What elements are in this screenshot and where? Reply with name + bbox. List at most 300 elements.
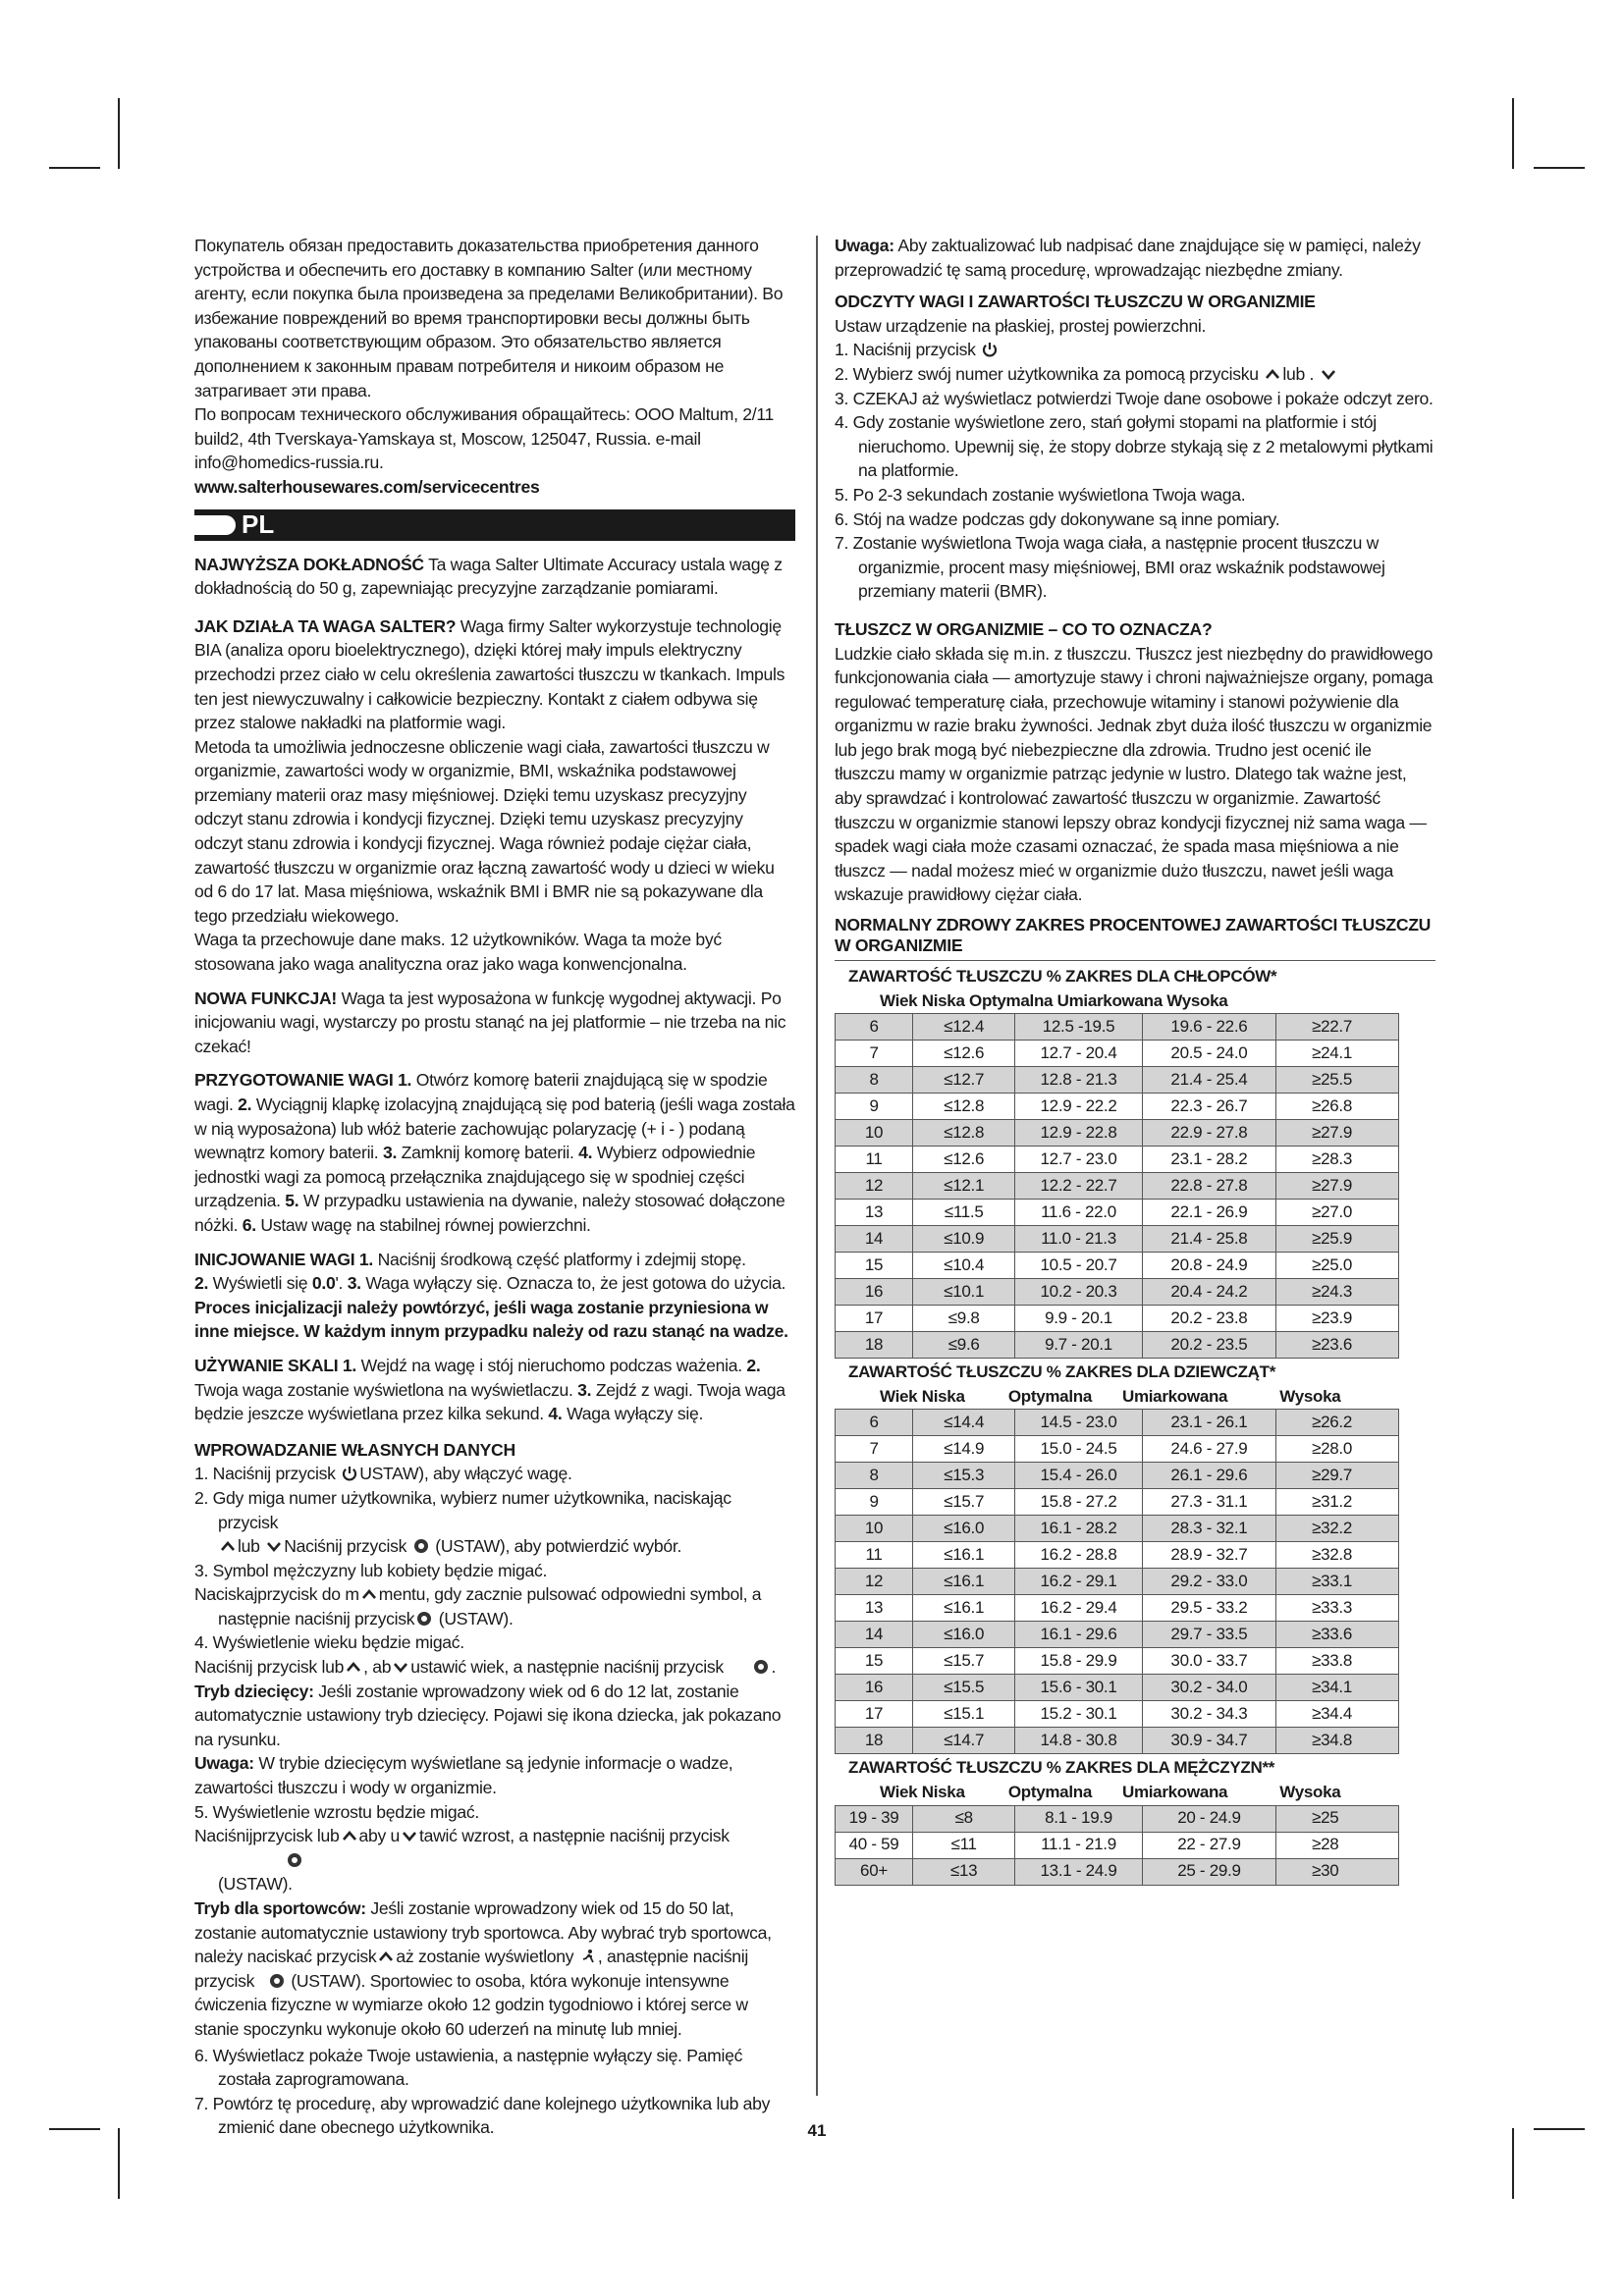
table-cell: 13 (836, 1200, 913, 1226)
table-cell: 22.9 - 27.8 (1142, 1120, 1275, 1147)
reading-step-1 (835, 338, 1435, 362)
step-number: 2. (741, 1355, 761, 1375)
table-cell: 8 (836, 1463, 913, 1489)
table-cell: 24.6 - 27.9 (1142, 1436, 1275, 1463)
step-text: Zamknij komorę baterii. (397, 1143, 574, 1163)
table-cell: 29.5 - 33.2 (1142, 1595, 1275, 1622)
step-text: 2. Wybierz swój numer użytkownika za pomocą przycisku (835, 363, 1259, 384)
table-cell: 12.7 - 23.0 (1015, 1147, 1142, 1173)
table-cell: 12 (836, 1569, 913, 1595)
crop-mark (1512, 98, 1514, 169)
prep-title: PRZYGOTOWANIE WAGI (194, 1070, 394, 1091)
table-cell: 14.5 - 23.0 (1015, 1410, 1142, 1436)
table-cell: ≥23.9 (1276, 1306, 1399, 1332)
table-cell: 20.2 - 23.8 (1142, 1306, 1275, 1332)
table-cell: 13 (836, 1595, 913, 1622)
table-cell: ≤9.8 (913, 1306, 1015, 1332)
table-cell: 8 (836, 1067, 913, 1094)
note-text: Aby zaktualizować lub nadpisać dane znajdujące się w pamięci, należy przeprowadzić tę samą procedurę, wprowadzając niezbędne zmiany. (835, 236, 1421, 280)
step-text: (USTAW), aby potwierdzić wybór. (435, 1536, 682, 1557)
table-row (836, 1253, 1399, 1279)
init-section (194, 1248, 795, 1344)
up-arrow-icon (1265, 366, 1280, 382)
table-cell: ≥25.0 (1276, 1253, 1399, 1279)
step-text: Naciśnij środkową część platformy i zdejmij stopę. (373, 1249, 746, 1269)
table-cell: 30.0 - 33.7 (1142, 1648, 1275, 1675)
table-cell: ≥34.1 (1276, 1675, 1399, 1701)
table-cell: ≤14.4 (913, 1410, 1015, 1436)
athlete-icon (580, 1949, 596, 1964)
table-cell: ≥33.3 (1276, 1595, 1399, 1622)
step-text: W przypadku ustawienia na dywanie, należy stosować dołączone nóżki. (194, 1191, 785, 1235)
table-cell: 18 (836, 1728, 913, 1754)
reading-step-6: 6. Stój na wadze podczas gdy dokonywane są inne pomiary. (835, 508, 1280, 529)
table-cell: ≥33.8 (1276, 1648, 1399, 1675)
power-icon (982, 342, 998, 357)
step-text: lub (238, 1536, 260, 1557)
data-step-5 (194, 1800, 795, 1825)
table-cell: ≥34.8 (1276, 1728, 1399, 1754)
table-cell: 8.1 - 19.9 (1015, 1805, 1142, 1832)
table-cell: 15.2 - 30.1 (1015, 1701, 1142, 1728)
table-cell: 14 (836, 1226, 913, 1253)
readings-steps (835, 338, 1435, 604)
table-row (836, 1728, 1399, 1754)
up-arrow-icon (346, 1659, 361, 1675)
boys-table-title: ZAWARTOŚĆ TŁUSZCZU % ZAKRES DLA CHŁOPCÓW* (848, 967, 1277, 987)
girls-table-title: ZAWARTOŚĆ TŁUSZCZU % ZAKRES DLA DZIEWCZĄT* (848, 1362, 1276, 1382)
table-cell: ≥27.9 (1276, 1173, 1399, 1200)
table-cell: 6 (836, 1014, 913, 1041)
table-row (836, 1675, 1399, 1701)
new-feature-text: Waga ta jest wyposażona w funkcję wygodnej aktywacji. Po inicjowaniu wagi, wystarczy po prostu stanąć na jej platformie – nie trzeba na nic czekać! (194, 988, 786, 1056)
table-row (836, 1595, 1399, 1622)
reading-step-2: 2. Wybierz swój numer użytkownika za pomocą przycisku lub . (835, 362, 1435, 387)
table-cell: 22.3 - 26.7 (1142, 1094, 1275, 1120)
table-cell: ≥23.6 (1276, 1332, 1399, 1359)
language-bar (194, 509, 795, 541)
how-text: Waga firmy Salter wykorzystuje technologię BIA (analiza oporu bioelektrycznego), dzięki której mały impuls elektryczny przechodzi przez ciało w celu określenia zawartości tłuszczu w tkankach. Impuls ten jest niewyczuwalny i całkowicie bezpieczny. Kontakt z ciałem odbywa się przez stalowe nakładki na platformie wagi. (194, 615, 785, 733)
up-arrow-icon (378, 1949, 394, 1964)
store-text: Waga ta przechowuje dane maks. 12 użytkowników. Waga ta może być stosowana jako waga analityczna oraz jako waga konwencjonalna. (194, 930, 722, 975)
up-arrow-icon (342, 1828, 357, 1843)
data-step-5b (194, 1824, 795, 1896)
step-text: Naciśnij przycisk (284, 1536, 407, 1557)
table-cell: ≤12.4 (913, 1014, 1015, 1041)
table-cell: 17 (836, 1701, 913, 1728)
table-cell: 16.2 - 29.1 (1015, 1569, 1142, 1595)
step-text: Wyciągnij klapkę izolacyjną znajdującą się pod baterią (jeśli waga została w nią wyposażona) lub włóż baterie zachowując polaryzację (+ i - ) podaną wewnątrz komory baterii. (194, 1095, 795, 1163)
crop-mark (1534, 167, 1585, 169)
up-arrow-icon (220, 1538, 236, 1554)
table-cell: 11.6 - 22.0 (1015, 1200, 1142, 1226)
table-cell: 9.7 - 20.1 (1015, 1332, 1142, 1359)
down-arrow-icon (402, 1828, 417, 1843)
table-row (836, 1147, 1399, 1173)
table-cell: ≤10.4 (913, 1253, 1015, 1279)
step-number: 1. (393, 1070, 412, 1091)
step-text: '. (335, 1273, 344, 1294)
table-cell: 60+ (836, 1858, 913, 1885)
prep-section (194, 1068, 795, 1237)
sport-text: następnie naciśnij przycisk (194, 1947, 749, 1991)
table-cell: ≥26.8 (1276, 1094, 1399, 1120)
update-note (835, 234, 1435, 282)
step-text: 1. Naciśnij przycisk (194, 1464, 336, 1484)
table-cell: ≥33.6 (1276, 1622, 1399, 1648)
data-step-3 (194, 1559, 795, 1583)
step-text: ustawić wiek, a następnie naciśnij przycisk (410, 1657, 724, 1678)
men-table-title: ZAWARTOŚĆ TŁUSZCZU % ZAKRES DLA MĘŻCZYZN** (848, 1758, 1275, 1778)
table-cell: 30.2 - 34.0 (1142, 1675, 1275, 1701)
boys-table (835, 1013, 1399, 1359)
table-row (836, 1569, 1399, 1595)
accuracy-section (194, 553, 795, 601)
table-cell: ≤12.6 (913, 1147, 1015, 1173)
table-cell: 16.1 - 28.2 (1015, 1516, 1142, 1542)
table-cell: ≥27.9 (1276, 1120, 1399, 1147)
step-text: Naciskajprzycisk do m (194, 1584, 359, 1605)
display-value: 0.0 (311, 1273, 336, 1294)
data-step-6: 6. Wyświetlacz pokaże Twoje ustawienia, a następnie wyłączy się. Pamięć została zaprogramowana. (194, 2045, 743, 2090)
sport-text: , a (597, 1947, 617, 1967)
init-warning: Proces inicjalizacji należy powtórzyć, jeśli waga zostanie przyniesiona w inne miejsce. W każdym innym przypadku należy od razu stanąć na wadze. (194, 1297, 788, 1342)
sport-text: aż zostanie wyświetlony (396, 1947, 574, 1967)
table-row (836, 1120, 1399, 1147)
table-cell: 15.0 - 24.5 (1015, 1436, 1142, 1463)
table-cell: ≥31.2 (1276, 1489, 1399, 1516)
crop-mark (49, 2128, 100, 2130)
data-step-4b: Naciśnij przycisk lub , ab ustawić wiek, a następnie naciśnij przycisk . (194, 1657, 777, 1678)
table-cell: ≤12.1 (913, 1173, 1015, 1200)
table-row (836, 1805, 1399, 1832)
table-cell: ≤14.7 (913, 1728, 1015, 1754)
readings-title: ODCZYTY WAGI I ZAWARTOŚCI TŁUSZCZU W ORGANIZMIE (835, 292, 1316, 312)
method-text: Metoda ta umożliwia jednoczesne obliczenie wagi ciała, zawartości tłuszczu w organizmie, zawartości wody w organizmie, BMI, wskaźnika podstawowej przemiany materii oraz masy mięśniowej. Dzięki temu uzyskasz precyzyjny odczyt stanu zdrowia i kondycji fizycznej. Dzięki temu uzyskasz precyzyjny odczyt stanu zdrowia i kondycji fizycznej. Waga również podaje ciężar ciała, zawartość tłuszczu w organizmie oraz łączną zawartość wody u dzieci w wieku od 6 do 17 lat. Masa mięśniowa, wskaźnik BMI i BMR nie są pokazywane dla tego przedziału wiekowego. (194, 736, 775, 926)
step-number: 5. (285, 1191, 299, 1211)
reading-step-3: 3. CZEKAJ aż wyświetlacz potwierdzi Twoje dane osobowe i pokaże odczyt zero. (835, 388, 1434, 408)
table-row (836, 1200, 1399, 1226)
step-number: 4. (573, 1143, 593, 1163)
table-cell: 15 (836, 1648, 913, 1675)
table-row (836, 1648, 1399, 1675)
down-arrow-icon (1321, 366, 1336, 382)
table-cell: ≤12.8 (913, 1120, 1015, 1147)
reading-step-4: 4. Gdy zostanie wyświetlone zero, stań gołymi stopami na platformie i stój nieruchomo. Upewnij się, że stopy dobrze stykają się z 2 metalowymi płytkami na platformie. (835, 412, 1434, 481)
table-cell: ≤13 (913, 1858, 1015, 1885)
table-cell: 14.8 - 30.8 (1015, 1728, 1142, 1754)
step-number: 3. (382, 1143, 398, 1163)
down-arrow-icon (393, 1659, 408, 1675)
table-row (836, 1014, 1399, 1041)
table-cell: 14 (836, 1622, 913, 1648)
step-text: 4. Wyświetlenie wieku będzie migać. (194, 1632, 464, 1653)
step-text: (USTAW). (218, 1874, 293, 1895)
data-title: WPROWADZANIE WŁASNYCH DANYCH (194, 1439, 515, 1460)
reading-step-5: 5. Po 2-3 sekundach zostanie wyświetlona Twoja waga. (835, 484, 1246, 505)
step-text: USTAW), aby włączyć wagę. (359, 1464, 572, 1484)
table-cell: ≤9.6 (913, 1332, 1015, 1359)
table-cell: ≥34.4 (1276, 1701, 1399, 1728)
table-cell: 29.2 - 33.0 (1142, 1569, 1275, 1595)
table-row (836, 1701, 1399, 1728)
table-row (836, 1332, 1399, 1359)
step-text: 3. Symbol mężczyzny lub kobiety będzie migać. (194, 1560, 548, 1580)
step-text: Waga wyłączy się. (562, 1404, 704, 1424)
accuracy-text: Ta waga Salter Ultimate Accuracy ustala wagę z dokładnością do 50 g, zapewniając precyzyjne zarządzanie pomiarami. (194, 554, 783, 599)
step-text: 5. Wyświetlenie wzrostu będzie migać. (194, 1801, 479, 1822)
step-text: Naciśnijprzycisk lub (194, 1826, 340, 1846)
table-cell: 16.2 - 29.4 (1015, 1595, 1142, 1622)
init-title: INICJOWANIE WAGI (194, 1249, 355, 1269)
table-row (836, 1279, 1399, 1306)
table-cell: 28.9 - 32.7 (1142, 1542, 1275, 1569)
range-title: NORMALNY ZDROWY ZAKRES PROCENTOWEJ ZAWARTOŚCI TŁUSZCZU W ORGANIZMIE (835, 915, 1432, 956)
girls-table (835, 1409, 1399, 1754)
table-cell: 20.2 - 23.5 (1142, 1332, 1275, 1359)
table-row (836, 1622, 1399, 1648)
service-url[interactable]: www.salterhousewares.com/servicecentres (194, 476, 540, 497)
down-arrow-icon (266, 1538, 282, 1554)
final-steps (194, 2044, 795, 2140)
table-cell: ≤12.7 (913, 1067, 1015, 1094)
table-cell: 10.2 - 20.3 (1015, 1279, 1142, 1306)
table-cell: ≥24.1 (1276, 1041, 1399, 1067)
step-text: Otwórz komorę baterii znajdującą się w spodzie wagi. (194, 1070, 768, 1114)
table-cell: 20 - 24.9 (1142, 1805, 1275, 1832)
table-cell: ≥29.7 (1276, 1463, 1399, 1489)
table-cell: ≤8 (913, 1805, 1015, 1832)
use-section (194, 1354, 795, 1426)
table-cell: 19 - 39 (836, 1805, 913, 1832)
step-text: 1. Naciśnij przycisk (835, 340, 976, 360)
table-cell: 16.1 - 29.6 (1015, 1622, 1142, 1648)
step-number: 3. (343, 1273, 361, 1294)
table-row (836, 1173, 1399, 1200)
table-row (836, 1858, 1399, 1885)
table-cell: ≥22.7 (1276, 1014, 1399, 1041)
new-feature-section (194, 987, 795, 1059)
set-button-icon (416, 1611, 432, 1627)
table-cell: 10 (836, 1516, 913, 1542)
step-text: Ustaw wagę na stabilnej równej powierzchni. (255, 1214, 591, 1235)
fat-title: TŁUSZCZ W ORGANIZMIE – CO TO OZNACZA? (835, 618, 1213, 639)
table-row (836, 1436, 1399, 1463)
step-number: 4. (543, 1404, 563, 1424)
step-text: mentu, gdy zacznie pulsować odpowiedni symbol, a następnie naciśnij przycisk (218, 1584, 762, 1629)
table-cell: 26.1 - 29.6 (1142, 1463, 1275, 1489)
men-table-header: Wiek Niska Optymalna Umiarkowana Wysoka (880, 1783, 1341, 1801)
language-arrow-icon (192, 515, 236, 535)
table-cell: 11 (836, 1542, 913, 1569)
step-text: lub (1282, 363, 1305, 384)
data-step-7: 7. Powtórz tę procedurę, aby wprowadzić dane kolejnego użytkownika lub aby zmienić dane obecnego użytkownika. (194, 2093, 771, 2138)
table-row (836, 1306, 1399, 1332)
table-cell: ≥28.0 (1276, 1436, 1399, 1463)
sport-text: (USTAW). Sportowiec to osoba, która wykonuje intensywne ćwiczenia fizyczne w wymiarze około 12 godzin tygodniowo i której serce w stanie spoczynku wykonuje około 60 uderzeń na minutę lub mniej. (194, 1970, 748, 2039)
table-cell: 9.9 - 20.1 (1015, 1306, 1142, 1332)
column-divider (816, 236, 818, 2096)
table-cell: 22 - 27.9 (1142, 1832, 1275, 1858)
step-number: 6. (242, 1214, 256, 1235)
table-cell: ≤15.7 (913, 1648, 1015, 1675)
table-cell: 28.3 - 32.1 (1142, 1516, 1275, 1542)
table-cell: 12.7 - 20.4 (1015, 1041, 1142, 1067)
boys-table-header: Wiek Niska Optymalna Umiarkowana Wysoka (880, 990, 1228, 1010)
table-cell: 18 (836, 1332, 913, 1359)
table-cell: 15.8 - 29.9 (1015, 1648, 1142, 1675)
table-cell: ≤12.6 (913, 1041, 1015, 1067)
table-cell: 20.8 - 24.9 (1142, 1253, 1275, 1279)
set-button-icon (413, 1538, 429, 1554)
sport-text: Jeśli zostanie wprowadzony wiek od 15 do 50 lat, zostanie automatycznie ustawiony tryb sportowca. Aby wybrać tryb sportowca, należy naciskać przycisk (194, 1898, 772, 1967)
note-text: W trybie dziecięcym wyświetlane są jedynie informacje o wadze, zawartości tłuszczu i wody w organizmie. (194, 1753, 733, 1798)
crop-mark (1512, 2128, 1514, 2199)
table-cell: 12.8 - 21.3 (1015, 1067, 1142, 1094)
step-text: (USTAW). (438, 1608, 514, 1629)
new-feature-title: NOWA FUNKCJA! (194, 988, 337, 1008)
data-step-1 (194, 1462, 795, 1486)
fat-text: Ludzkie ciało składa się m.in. z tłuszczu. Tłuszcz jest niezbędny do prawidłowego funkcjonowania ciała — amortyzuje stawy i chroni najważniejsze organy, pomaga regulować temperaturę ciała, przechowuje witaminy i stanowi pożywienie dla organizmu w razie braku żywności. Jednak zbyt duża ilość tłuszczu w organizmie lub jego brak mogą być niebezpieczne dla zdrowia. Trudno jest ocenić ile tłuszczu mamy w organizmie patrząc jedynie w lustro. Dlatego tak ważne jest, aby sprawdzać i kontrolować zawartość tłuszczu w organizmie. Zawartość tłuszczu w organizmie stanowi lepszy obraz kondycji fizycznej niż sama waga — spadek wagi ciała może czasami oznaczać, że spada masa mięśniowa a nie tłuszcz — nadal możesz mieć w organizmie dużo tłuszczu, nawet jeśli waga wskazuje prawidłowy ciężar ciała. (835, 643, 1434, 905)
crop-mark (49, 167, 100, 169)
sport-mode (194, 1896, 795, 2042)
crop-mark (118, 2128, 120, 2199)
table-cell: 27.3 - 31.1 (1142, 1489, 1275, 1516)
table-cell: 12.9 - 22.8 (1015, 1120, 1142, 1147)
note-title: Uwaga: (835, 236, 894, 255)
table-cell: 10 (836, 1120, 913, 1147)
table-cell: ≤14.9 (913, 1436, 1015, 1463)
table-cell: 16.2 - 28.8 (1015, 1542, 1142, 1569)
use-title: UŻYWANIE SKALI (194, 1355, 339, 1375)
readings-intro: Ustaw urządzenie na płaskiej, prostej powierzchni. (835, 315, 1207, 336)
crop-mark (1534, 2128, 1585, 2130)
table-cell: 12.9 - 22.2 (1015, 1094, 1142, 1120)
step-text: Zejdź z wagi. Twoja waga będzie jeszcze wyświetlana przez kilka sekund. (194, 1379, 785, 1424)
kids-mode (194, 1680, 795, 1752)
table-cell: 22.8 - 27.8 (1142, 1173, 1275, 1200)
table-cell: ≤11.5 (913, 1200, 1015, 1226)
kids-title: Tryb dziecięcy: (194, 1681, 314, 1701)
table-cell: 40 - 59 (836, 1832, 913, 1858)
table-cell: 13.1 - 24.9 (1015, 1858, 1142, 1885)
table-cell: ≤10.1 (913, 1279, 1015, 1306)
table-cell: 7 (836, 1436, 913, 1463)
table-cell: ≤15.7 (913, 1489, 1015, 1516)
table-cell: 21.4 - 25.4 (1142, 1067, 1275, 1094)
table-cell: ≤15.5 (913, 1675, 1015, 1701)
table-cell: ≥33.1 (1276, 1569, 1399, 1595)
table-cell: ≤16.1 (913, 1569, 1015, 1595)
table-row (836, 1410, 1399, 1436)
men-table (835, 1805, 1399, 1886)
step-text: Waga wyłączy się. Oznacza to, że jest gotowa do użycia. (360, 1273, 786, 1294)
table-cell: ≤15.3 (913, 1463, 1015, 1489)
table-cell: ≥28 (1276, 1832, 1399, 1858)
data-step-2 (194, 1486, 795, 1559)
accuracy-title: NAJWYŻSZA DOKŁADNOŚĆ (194, 554, 424, 574)
kids-text: Jeśli zostanie wprowadzony wiek od 6 do 12 lat, zostanie automatycznie ustawiony tryb dziecięcy. Pojawi się ikona dziecka, jak pokazano na rysunku. (194, 1681, 782, 1749)
set-button-icon (753, 1659, 769, 1675)
ru-paragraph: Покупатель обязан предоставить доказательства приобретения данного устройства и обеспечить его доставку в компанию Salter (или местному агенту, если покупка была произведена за пределами Великобритании). Во избежание повреждений во время транспортировки весы должны быть упакованы соответствующим образом. Это обязательство является дополнением к законным правам потребителя и никоим образом не затрагивает эти права. (194, 236, 784, 400)
table-cell: ≥25 (1276, 1805, 1399, 1832)
table-cell: 20.4 - 24.2 (1142, 1279, 1275, 1306)
page-number: 41 (807, 2121, 827, 2140)
step-text: 2. Gdy miga numer użytkownika, wybierz numer użytkownika, naciskając przycisk (194, 1487, 731, 1532)
table-cell: 9 (836, 1489, 913, 1516)
how-section (194, 614, 795, 735)
table-row (836, 1041, 1399, 1067)
data-step-3b (194, 1582, 795, 1630)
table-cell: ≤16.0 (913, 1516, 1015, 1542)
table-row (836, 1094, 1399, 1120)
table-cell: ≥25.5 (1276, 1067, 1399, 1094)
table-cell: 9 (836, 1094, 913, 1120)
power-icon (342, 1466, 357, 1481)
table-row (836, 1832, 1399, 1858)
step-number: 1. (338, 1355, 356, 1375)
step-text: , ab (363, 1657, 392, 1678)
table-cell: 12.2 - 22.7 (1015, 1173, 1142, 1200)
table-cell: ≤11 (913, 1832, 1015, 1858)
table-row (836, 1516, 1399, 1542)
step-text: tawić wzrost, a następnie naciśnij przycisk (419, 1826, 730, 1846)
step-text: Naciśnij przycisk lub (194, 1657, 345, 1678)
crop-mark (118, 98, 120, 169)
step-number: 2. (194, 1273, 209, 1294)
table-cell: 30.9 - 34.7 (1142, 1728, 1275, 1754)
table-cell: ≤16.1 (913, 1595, 1015, 1622)
table-cell: ≥30 (1276, 1858, 1399, 1885)
step-number: 2. (238, 1095, 252, 1114)
step-text: Wyświetli się (208, 1273, 312, 1294)
data-steps (194, 1462, 795, 1679)
table-cell: 19.6 - 22.6 (1142, 1014, 1275, 1041)
table-cell: ≤16.0 (913, 1622, 1015, 1648)
table-cell: 17 (836, 1306, 913, 1332)
table-cell: 10.5 - 20.7 (1015, 1253, 1142, 1279)
step-number: 3. (572, 1379, 592, 1400)
table-cell: ≥26.2 (1276, 1410, 1399, 1436)
table-cell: ≥28.3 (1276, 1147, 1399, 1173)
table-cell: ≥32.8 (1276, 1542, 1399, 1569)
table-cell: 15.6 - 30.1 (1015, 1675, 1142, 1701)
up-arrow-icon (361, 1586, 377, 1602)
table-cell: 15.4 - 26.0 (1015, 1463, 1142, 1489)
left-column (194, 234, 795, 2140)
table-cell: 12.5 -19.5 (1015, 1014, 1142, 1041)
how-title: JAK DZIAŁA TA WAGA SALTER? (194, 615, 457, 636)
right-column (835, 234, 1435, 1886)
table-cell: 7 (836, 1041, 913, 1067)
table-cell: ≥24.3 (1276, 1279, 1399, 1306)
table-cell: ≤16.1 (913, 1542, 1015, 1569)
table-cell: 11 (836, 1147, 913, 1173)
table-row (836, 1489, 1399, 1516)
table-cell: ≥27.0 (1276, 1200, 1399, 1226)
sport-title: Tryb dla sportowców: (194, 1898, 366, 1918)
table-cell: 22.1 - 26.9 (1142, 1200, 1275, 1226)
language-code: PL (242, 509, 275, 540)
table-cell: 29.7 - 33.5 (1142, 1622, 1275, 1648)
table-cell: 20.5 - 24.0 (1142, 1041, 1275, 1067)
table-row (836, 1463, 1399, 1489)
step-text: aby u (358, 1826, 401, 1846)
table-cell: 23.1 - 26.1 (1142, 1410, 1275, 1436)
table-cell: ≤12.8 (913, 1094, 1015, 1120)
girls-table-header: Wiek Niska Optymalna Umiarkowana Wysoka (880, 1386, 1341, 1406)
set-button-icon (287, 1852, 302, 1868)
